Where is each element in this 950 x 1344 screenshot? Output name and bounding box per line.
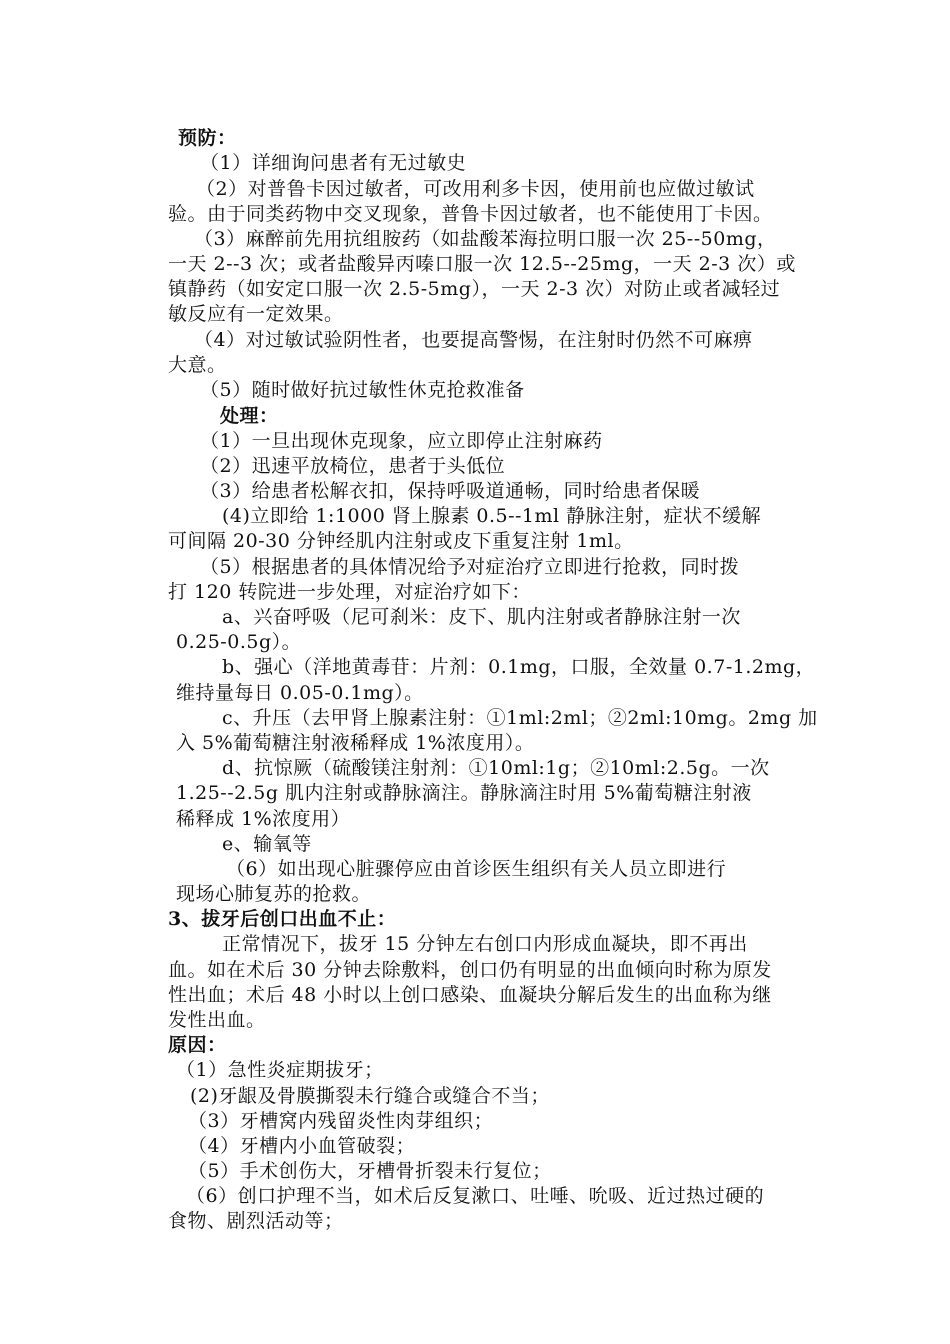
text-line: 正常情况下，拔牙 15 分钟左右创口内形成血凝块，即不再出 (222, 933, 748, 955)
text-line: （3）给患者松解衣扣，保持呼吸道通畅，同时给患者保暖 (200, 480, 701, 502)
text-line: 敏反应有一定效果。 (168, 303, 344, 325)
text-line: 稀释成 1%浓度用） (176, 808, 351, 830)
text-line: 一天 2--3 次；或者盐酸异丙嗪口服一次 12.5--25mg，一天 2-3 次）或 (168, 253, 796, 275)
text-line: （5）随时做好抗过敏性休克抢救准备 (200, 379, 525, 401)
text-line: 血。如在术后 30 分钟去除敷料，创口仍有明显的出血倾向时称为原发 (168, 959, 772, 981)
text-line: 镇静药（如安定口服一次 2.5-5mg），一天 2-3 次）对防止或者减轻过 (168, 278, 781, 300)
text-line: （2）对普鲁卡因过敏者，可改用利多卡因，使用前也应做过敏试 (196, 178, 755, 200)
text-line: 现场心肺复苏的抢救。 (176, 883, 372, 905)
text-line: （4）牙槽内小血管破裂； (188, 1135, 416, 1157)
text-line: (4)立即给 1:1000 肾上腺素 0.5--1ml 静脉注射，症状不缓解 (222, 505, 762, 527)
prevention-heading: 预防： (178, 127, 237, 149)
text-line: （3）牙槽窝内残留炎性肉芽组织； (188, 1110, 494, 1132)
text-line: 食物、剧烈活动等； (168, 1210, 344, 1232)
text-line: （5）根据患者的具体情况给予对症治疗立即进行抢救，同时拨 (200, 556, 740, 578)
text-line: （1）详细询问患者有无过敏史 (200, 152, 467, 174)
text-line: 大意。 (168, 354, 227, 376)
text-line: 验。由于同类药物中交叉现象，普鲁卡因过敏者，也不能使用丁卡因。 (168, 203, 773, 225)
text-line: （1）急性炎症期拔牙； (176, 1059, 384, 1081)
text-line: （4）对过敏试验阴性者，也要提高警惕，在注射时仍然不可麻痹 (194, 329, 753, 351)
text-line: （3）麻醉前先用抗组胺药（如盐酸苯海拉明口服一次 25--50mg， (194, 228, 777, 250)
text-line: （2）迅速平放椅位，患者于头低位 (200, 455, 506, 477)
causes-heading: 原因： (168, 1034, 227, 1056)
text-line: c、升压（去甲肾上腺素注射：①1ml:2ml；②2ml:10mg。2mg 加 (222, 707, 818, 729)
text-line: 0.25-0.5g）。 (176, 631, 302, 653)
text-line: b、强心（洋地黄毒苷：片剂：0.1mg，口服，全效量 0.7-1.2mg， (222, 656, 816, 678)
text-line: （1）一旦出现休克现象，应立即停止注射麻药 (200, 430, 603, 452)
section-heading: 3、拔牙后创口出血不止： (168, 908, 397, 930)
text-line: (2)牙龈及骨膜撕裂未行缝合或缝合不当； (190, 1085, 550, 1107)
text-line: （5）手术创伤大，牙槽骨折裂未行复位； (188, 1160, 552, 1182)
text-line: 维持量每日 0.05-0.1mg）。 (176, 682, 424, 704)
text-line: e、输氧等 (222, 833, 312, 855)
text-line: 性出血；术后 48 小时以上创口感染、血凝块分解后发生的出血称为继 (168, 984, 772, 1006)
text-line: 1.25--2.5g 肌内注射或静脉滴注。静脉滴注时用 5%葡萄糖注射液 (176, 782, 752, 804)
text-line: d、抗惊厥（硫酸镁注射剂：①10ml:1g；②10ml:2.5g。一次 (222, 757, 770, 779)
text-line: （6）如出现心脏骤停应由首诊医生组织有关人员立即进行 (226, 858, 727, 880)
text-line: （6）创口护理不当，如术后反复漱口、吐唾、吮吸、近过热过硬的 (186, 1185, 765, 1207)
text-line: 发性出血。 (168, 1009, 266, 1031)
text-line: 打 120 转院进一步处理，对症治疗如下： (168, 581, 531, 603)
treatment-heading: 处理： (220, 405, 279, 427)
text-line: 入 5%葡萄糖注射液稀释成 1%浓度用）。 (176, 732, 535, 754)
text-line: a、兴奋呼吸（尼可刹米：皮下、肌内注射或者静脉注射一次 (222, 606, 741, 628)
text-line: 可间隔 20-30 分钟经肌内注射或皮下重复注射 1ml。 (168, 530, 634, 552)
